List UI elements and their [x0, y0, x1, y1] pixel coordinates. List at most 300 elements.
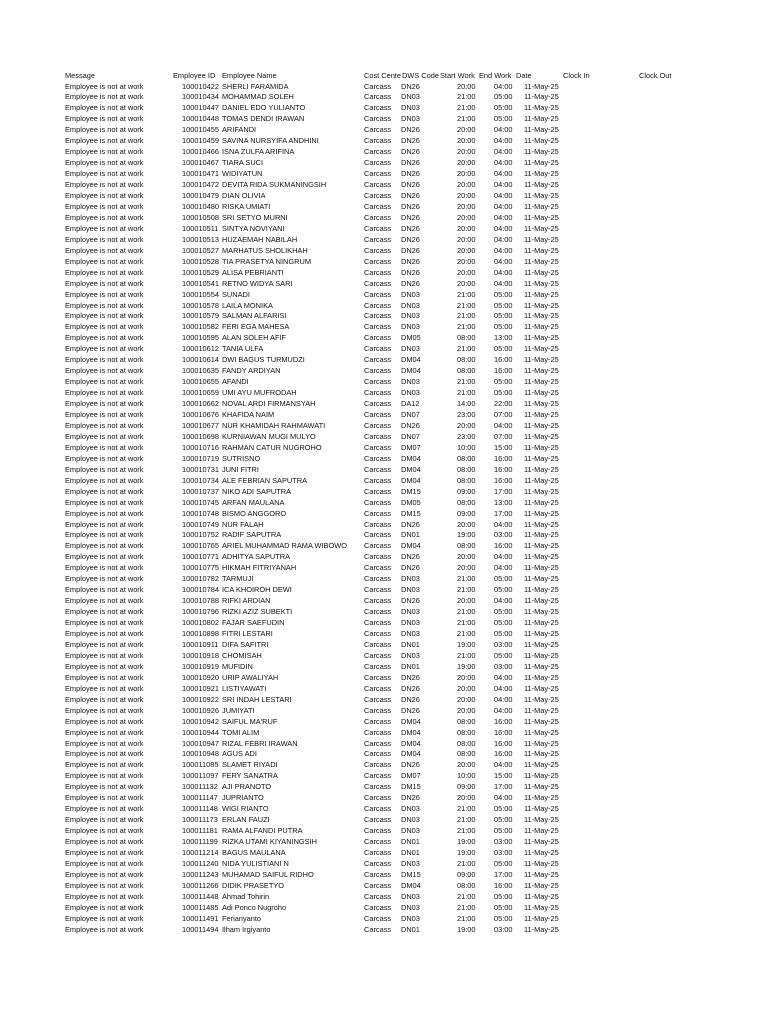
- end-work-cell: 22:00: [494, 399, 513, 409]
- employee-id-cell: 100010467: [182, 158, 219, 168]
- start-work-cell: 20:00: [457, 201, 476, 211]
- message-cell: Employee is not at work: [65, 344, 144, 354]
- message-cell: Employee is not at work: [65, 541, 144, 551]
- employee-id-cell: 100011485: [182, 902, 219, 912]
- table-row: [0, 673, 768, 684]
- dws-code-cell: DM04: [401, 453, 421, 463]
- table-row: [0, 92, 768, 103]
- employee-id-cell: 100010796: [182, 607, 219, 617]
- end-work-cell: 05:00: [494, 629, 513, 638]
- employee-id-cell: 100010947: [182, 738, 219, 748]
- dws-code-cell: DN26: [401, 552, 420, 562]
- dws-code-cell: DN26: [401, 245, 420, 255]
- header-clock-in: Clock In: [563, 70, 590, 80]
- employee-id-cell: 100011181: [182, 826, 218, 836]
- end-work-cell: 17:00: [494, 782, 513, 792]
- end-work-cell: 04:00: [494, 191, 513, 200]
- table-row: [0, 410, 768, 421]
- end-work-cell: 04:00: [494, 180, 513, 190]
- employee-name-cell: RIZAL FEBRI IRAWAN: [222, 738, 298, 748]
- employee-id-cell: 100011266: [182, 880, 219, 890]
- end-work-cell: 04:00: [494, 234, 513, 244]
- employee-id-cell: 100011148: [182, 804, 218, 814]
- cost-center-cell: Carcass: [364, 749, 392, 759]
- table-row: [0, 903, 768, 914]
- start-work-cell: 19:00: [457, 639, 476, 649]
- employee-name-cell: ARFAN MAULANA: [222, 497, 285, 507]
- table-row: [0, 530, 768, 541]
- employee-name-cell: ICA KHOIROH DEWI: [222, 585, 292, 595]
- cost-center-cell: Carcass: [364, 902, 392, 912]
- cost-center-cell: Carcass: [364, 672, 392, 682]
- end-work-cell: 03:00: [494, 837, 513, 847]
- employee-id-cell: 100010579: [182, 311, 219, 321]
- message-cell: Employee is not at work: [65, 869, 144, 879]
- dws-code-cell: DM04: [401, 464, 421, 474]
- date-cell: 11-May-25: [524, 136, 559, 146]
- dws-code-cell: DN01: [401, 661, 420, 671]
- message-cell: Employee is not at work: [65, 497, 144, 507]
- table-row: [0, 552, 768, 563]
- date-cell: 11-May-25: [524, 804, 559, 814]
- employee-id-cell: 100010635: [182, 366, 219, 376]
- end-work-cell: 07:00: [494, 410, 513, 419]
- end-work-cell: 04:00: [494, 672, 513, 682]
- header-message: Message: [65, 70, 95, 80]
- employee-id-cell: 100010784: [182, 585, 219, 595]
- dws-code-cell: DN26: [401, 519, 420, 529]
- message-cell: Employee is not at work: [65, 234, 144, 244]
- dws-code-cell: DM04: [401, 716, 421, 726]
- start-work-cell: 14:00: [457, 399, 476, 409]
- table-row: [0, 103, 768, 114]
- end-work-cell: 04:00: [494, 223, 513, 233]
- dws-code-cell: DN26: [401, 212, 420, 222]
- end-work-cell: 05:00: [494, 377, 513, 387]
- start-work-cell: 19:00: [457, 530, 476, 540]
- employee-id-cell: 100010782: [182, 574, 219, 584]
- start-work-cell: 08:00: [457, 475, 476, 485]
- cost-center-cell: Carcass: [364, 804, 392, 814]
- employee-name-cell: MOHAMMAD SOLEH: [222, 92, 294, 102]
- employee-name-cell: HIKMAH FITRIYANAH: [222, 563, 297, 573]
- employee-id-cell: 100010788: [182, 596, 219, 606]
- message-cell: Employee is not at work: [65, 388, 144, 398]
- date-cell: 11-May-25: [524, 81, 559, 91]
- table-row: [0, 629, 768, 640]
- message-cell: Employee is not at work: [65, 81, 144, 91]
- employee-id-cell: 100010716: [182, 442, 219, 452]
- start-work-cell: 19:00: [457, 837, 476, 847]
- end-work-cell: 04:00: [494, 245, 513, 255]
- table-row: [0, 268, 768, 279]
- dws-code-cell: DN26: [401, 563, 420, 573]
- cost-center-cell: Carcass: [364, 563, 392, 573]
- employee-id-cell: 100010614: [182, 355, 219, 365]
- date-cell: 11-May-25: [524, 891, 559, 901]
- dws-code-cell: DA12: [401, 399, 420, 409]
- message-cell: Employee is not at work: [65, 607, 144, 617]
- end-work-cell: 03:00: [494, 639, 513, 649]
- employee-id-cell: 100011097: [182, 771, 219, 781]
- date-cell: 11-May-25: [524, 650, 559, 660]
- cost-center-cell: Carcass: [364, 125, 392, 135]
- dws-code-cell: DN26: [401, 760, 420, 770]
- message-cell: Employee is not at work: [65, 738, 144, 748]
- cost-center-cell: Carcass: [364, 924, 392, 934]
- cost-center-cell: Carcass: [364, 333, 392, 343]
- cost-center-cell: Carcass: [364, 223, 392, 233]
- end-work-cell: 16:00: [494, 716, 513, 726]
- end-work-cell: 04:00: [494, 169, 513, 179]
- start-work-cell: 20:00: [457, 180, 476, 190]
- date-cell: 11-May-25: [524, 464, 559, 474]
- message-cell: Employee is not at work: [65, 125, 144, 135]
- table-row: [0, 399, 768, 410]
- message-cell: Employee is not at work: [65, 826, 144, 836]
- date-cell: 11-May-25: [524, 442, 559, 452]
- date-cell: 11-May-25: [524, 848, 559, 857]
- cost-center-cell: Carcass: [364, 486, 392, 496]
- message-cell: Employee is not at work: [65, 815, 144, 825]
- end-work-cell: 04:00: [494, 694, 513, 704]
- start-work-cell: 08:00: [457, 541, 476, 551]
- employee-name-cell: SLAMET RIYADI: [222, 760, 278, 770]
- dws-code-cell: DM04: [401, 727, 421, 737]
- date-cell: 11-May-25: [524, 114, 559, 124]
- employee-id-cell: 100010527: [182, 245, 219, 255]
- cost-center-cell: Carcass: [364, 322, 392, 332]
- employee-id-cell: 100010898: [182, 629, 219, 638]
- date-cell: 11-May-25: [524, 212, 559, 222]
- dws-code-cell: DN03: [401, 826, 420, 836]
- date-cell: 11-May-25: [524, 180, 559, 190]
- employee-name-cell: WIDIYATUN: [222, 169, 263, 179]
- dws-code-cell: DN03: [401, 913, 420, 923]
- start-work-cell: 19:00: [457, 661, 476, 671]
- header-employee-id: Employee ID: [173, 70, 216, 80]
- date-cell: 11-May-25: [524, 410, 559, 419]
- table-row: [0, 684, 768, 695]
- employee-id-cell: 100010448: [182, 114, 219, 124]
- end-work-cell: 05:00: [494, 344, 513, 354]
- employee-id-cell: 100010719: [182, 453, 219, 463]
- employee-id-cell: 100010919: [182, 661, 219, 671]
- start-work-cell: 21:00: [457, 377, 476, 387]
- date-cell: 11-May-25: [524, 924, 559, 934]
- date-cell: 11-May-25: [524, 661, 559, 671]
- start-work-cell: 21:00: [457, 858, 476, 868]
- employee-name-cell: FITRI LESTARI: [222, 629, 273, 638]
- cost-center-cell: Carcass: [364, 629, 392, 638]
- employee-name-cell: SALMAN ALFARISI: [222, 311, 287, 321]
- table-row: [0, 520, 768, 531]
- employee-name-cell: URIP AWALIYAH: [222, 672, 279, 682]
- cost-center-cell: Carcass: [364, 201, 392, 211]
- date-cell: 11-May-25: [524, 377, 559, 387]
- table-row: [0, 826, 768, 837]
- dws-code-cell: DN26: [401, 234, 420, 244]
- dws-code-cell: DN03: [401, 804, 420, 814]
- date-cell: 11-May-25: [524, 486, 559, 496]
- employee-name-cell: RAMA ALFANDI PUTRA: [222, 826, 303, 836]
- message-cell: Employee is not at work: [65, 639, 144, 649]
- header-end-work: End Work: [479, 70, 512, 80]
- dws-code-cell: DN07: [401, 431, 420, 441]
- end-work-cell: 05:00: [494, 300, 513, 310]
- employee-name-cell: RISKA UMIATI: [222, 201, 271, 211]
- message-cell: Employee is not at work: [65, 530, 144, 540]
- message-cell: Employee is not at work: [65, 804, 144, 814]
- cost-center-cell: Carcass: [364, 639, 392, 649]
- header-row: [0, 71, 768, 82]
- start-work-cell: 09:00: [457, 486, 476, 496]
- date-cell: 11-May-25: [524, 223, 559, 233]
- employee-name-cell: DIDIK PRASETYO: [222, 880, 285, 890]
- employee-name-cell: JUPRIANTO: [222, 793, 264, 803]
- start-work-cell: 21:00: [457, 585, 476, 595]
- message-cell: Employee is not at work: [65, 92, 144, 102]
- end-work-cell: 05:00: [494, 826, 513, 836]
- message-cell: Employee is not at work: [65, 158, 144, 168]
- cost-center-cell: Carcass: [364, 191, 392, 200]
- end-work-cell: 05:00: [494, 114, 513, 124]
- date-cell: 11-May-25: [524, 234, 559, 244]
- end-work-cell: 04:00: [494, 256, 513, 266]
- date-cell: 11-May-25: [524, 815, 559, 825]
- cost-center-cell: Carcass: [364, 694, 392, 704]
- employee-name-cell: ALISA PEBRIANTI: [222, 267, 284, 277]
- date-cell: 11-May-25: [524, 738, 559, 748]
- dws-code-cell: DN26: [401, 169, 420, 179]
- start-work-cell: 21:00: [457, 891, 476, 901]
- date-cell: 11-May-25: [524, 519, 559, 529]
- table-row: [0, 191, 768, 202]
- cost-center-cell: Carcass: [364, 508, 392, 518]
- cost-center-cell: Carcass: [364, 727, 392, 737]
- table-row: [0, 914, 768, 925]
- employee-id-cell: 100010926: [182, 705, 219, 715]
- table-row: [0, 563, 768, 574]
- cost-center-cell: Carcass: [364, 738, 392, 748]
- table-row: [0, 728, 768, 739]
- message-cell: Employee is not at work: [65, 453, 144, 463]
- start-work-cell: 20:00: [457, 563, 476, 573]
- employee-name-cell: NUR KHAMIDAH RAHMAWATI: [222, 420, 326, 430]
- message-cell: Employee is not at work: [65, 858, 144, 868]
- start-work-cell: 21:00: [457, 826, 476, 836]
- end-work-cell: 05:00: [494, 650, 513, 660]
- start-work-cell: 09:00: [457, 782, 476, 792]
- start-work-cell: 20:00: [457, 234, 476, 244]
- message-cell: Employee is not at work: [65, 716, 144, 726]
- dws-code-cell: DN26: [401, 683, 420, 693]
- cost-center-cell: Carcass: [364, 661, 392, 671]
- employee-id-cell: 100011491: [182, 913, 219, 923]
- date-cell: 11-May-25: [524, 563, 559, 573]
- date-cell: 11-May-25: [524, 311, 559, 321]
- end-work-cell: 04:00: [494, 158, 513, 168]
- dws-code-cell: DM04: [401, 880, 421, 890]
- message-cell: Employee is not at work: [65, 913, 144, 923]
- employee-name-cell: ISNA ZULFA ARIFINA: [222, 147, 295, 157]
- start-work-cell: 23:00: [457, 410, 476, 419]
- cost-center-cell: Carcass: [364, 92, 392, 102]
- message-cell: Employee is not at work: [65, 848, 144, 857]
- cost-center-cell: Carcass: [364, 442, 392, 452]
- dws-code-cell: DN26: [401, 201, 420, 211]
- dws-code-cell: DN26: [401, 125, 420, 135]
- date-cell: 11-May-25: [524, 672, 559, 682]
- end-work-cell: 16:00: [494, 727, 513, 737]
- message-cell: Employee is not at work: [65, 267, 144, 277]
- employee-id-cell: 100010528: [182, 256, 219, 266]
- cost-center-cell: Carcass: [364, 278, 392, 288]
- cost-center-cell: Carcass: [364, 782, 392, 792]
- cost-center-cell: Carcass: [364, 574, 392, 584]
- employee-id-cell: 100010737: [182, 486, 219, 496]
- end-work-cell: 04:00: [494, 563, 513, 573]
- employee-id-cell: 100010511: [182, 223, 219, 233]
- dws-code-cell: DN26: [401, 81, 420, 91]
- cost-center-cell: Carcass: [364, 716, 392, 726]
- date-cell: 11-May-25: [524, 191, 559, 200]
- cost-center-cell: Carcass: [364, 289, 392, 299]
- dws-code-cell: DN03: [401, 92, 420, 102]
- start-work-cell: 08:00: [457, 453, 476, 463]
- end-work-cell: 05:00: [494, 103, 513, 113]
- start-work-cell: 20:00: [457, 267, 476, 277]
- start-work-cell: 21:00: [457, 300, 476, 310]
- cost-center-cell: Carcass: [364, 103, 392, 113]
- dws-code-cell: DN07: [401, 410, 420, 419]
- message-cell: Employee is not at work: [65, 114, 144, 124]
- start-work-cell: 20:00: [457, 793, 476, 803]
- table-row: [0, 432, 768, 443]
- date-cell: 11-May-25: [524, 475, 559, 485]
- employee-name-cell: SRI SETYO MURNI: [222, 212, 288, 222]
- date-cell: 11-May-25: [524, 694, 559, 704]
- message-cell: Employee is not at work: [65, 672, 144, 682]
- employee-name-cell: MUHAMAD SAIFUL RIDHO: [222, 869, 314, 879]
- table-row: [0, 169, 768, 180]
- end-work-cell: 03:00: [494, 848, 513, 857]
- date-cell: 11-May-25: [524, 749, 559, 759]
- table-row: [0, 421, 768, 432]
- table-row: [0, 618, 768, 629]
- dws-code-cell: DN01: [401, 924, 420, 934]
- cost-center-cell: Carcass: [364, 760, 392, 770]
- start-work-cell: 21:00: [457, 607, 476, 617]
- employee-name-cell: RADIF SAPUTRA: [222, 530, 282, 540]
- cost-center-cell: Carcass: [364, 596, 392, 606]
- employee-name-cell: RETNO WIDYA SARI: [222, 278, 293, 288]
- employee-id-cell: 100011085: [182, 760, 219, 770]
- start-work-cell: 21:00: [457, 103, 476, 113]
- message-cell: Employee is not at work: [65, 245, 144, 255]
- employee-id-cell: 100010529: [182, 267, 219, 277]
- end-work-cell: 17:00: [494, 508, 513, 518]
- employee-name-cell: ERLAN FAUZI: [222, 815, 270, 825]
- employee-name-cell: BAGUS MAULANA: [222, 848, 286, 857]
- dws-code-cell: DN26: [401, 147, 420, 157]
- cost-center-cell: Carcass: [364, 705, 392, 715]
- end-work-cell: 05:00: [494, 574, 513, 584]
- end-work-cell: 03:00: [494, 661, 513, 671]
- dws-code-cell: DN03: [401, 114, 420, 124]
- cost-center-cell: Carcass: [364, 136, 392, 146]
- message-cell: Employee is not at work: [65, 519, 144, 529]
- table-row: [0, 235, 768, 246]
- start-work-cell: 21:00: [457, 322, 476, 332]
- message-cell: Employee is not at work: [65, 749, 144, 759]
- employee-name-cell: TOMI ALIM: [222, 727, 260, 737]
- start-work-cell: 21:00: [457, 629, 476, 638]
- employee-id-cell: 100010447: [182, 103, 219, 113]
- start-work-cell: 09:00: [457, 869, 476, 879]
- message-cell: Employee is not at work: [65, 760, 144, 770]
- start-work-cell: 09:00: [457, 508, 476, 518]
- end-work-cell: 03:00: [494, 530, 513, 540]
- cost-center-cell: Carcass: [364, 530, 392, 540]
- end-work-cell: 07:00: [494, 431, 513, 441]
- message-cell: Employee is not at work: [65, 880, 144, 890]
- table-row: [0, 388, 768, 399]
- date-cell: 11-May-25: [524, 629, 559, 638]
- cost-center-cell: Carcass: [364, 815, 392, 825]
- cost-center-cell: Carcass: [364, 366, 392, 376]
- table-row: [0, 114, 768, 125]
- table-row: [0, 366, 768, 377]
- employee-name-cell: SHERLI FARAMIDA: [222, 81, 289, 91]
- date-cell: 11-May-25: [524, 596, 559, 606]
- dws-code-cell: DN03: [401, 858, 420, 868]
- end-work-cell: 17:00: [494, 869, 513, 879]
- end-work-cell: 04:00: [494, 552, 513, 562]
- dws-code-cell: DN03: [401, 377, 420, 387]
- message-cell: Employee is not at work: [65, 300, 144, 310]
- employee-name-cell: TARMUJI: [222, 574, 254, 584]
- dws-code-cell: DN26: [401, 191, 420, 200]
- dws-code-cell: DN26: [401, 420, 420, 430]
- date-cell: 11-May-25: [524, 497, 559, 507]
- employee-id-cell: 100010745: [182, 497, 219, 507]
- employee-name-cell: DWI BAGUS TURMUDZI: [222, 355, 305, 365]
- table-row: [0, 213, 768, 224]
- end-work-cell: 16:00: [494, 464, 513, 474]
- end-work-cell: 04:00: [494, 267, 513, 277]
- start-work-cell: 19:00: [457, 924, 476, 934]
- employee-id-cell: 100010775: [182, 563, 219, 573]
- date-cell: 11-May-25: [524, 158, 559, 168]
- cost-center-cell: Carcass: [364, 410, 392, 419]
- table-row: [0, 541, 768, 552]
- start-work-cell: 20:00: [457, 694, 476, 704]
- cost-center-cell: Carcass: [364, 858, 392, 868]
- end-work-cell: 03:00: [494, 924, 513, 934]
- cost-center-cell: Carcass: [364, 497, 392, 507]
- message-cell: Employee is not at work: [65, 431, 144, 441]
- employee-id-cell: 100010466: [182, 147, 219, 157]
- end-work-cell: 05:00: [494, 858, 513, 868]
- message-cell: Employee is not at work: [65, 596, 144, 606]
- message-cell: Employee is not at work: [65, 366, 144, 376]
- header-employee-name: Employee Name: [222, 70, 277, 80]
- end-work-cell: 16:00: [494, 541, 513, 551]
- table-row: [0, 136, 768, 147]
- dws-code-cell: DN03: [401, 311, 420, 321]
- cost-center-cell: Carcass: [364, 344, 392, 354]
